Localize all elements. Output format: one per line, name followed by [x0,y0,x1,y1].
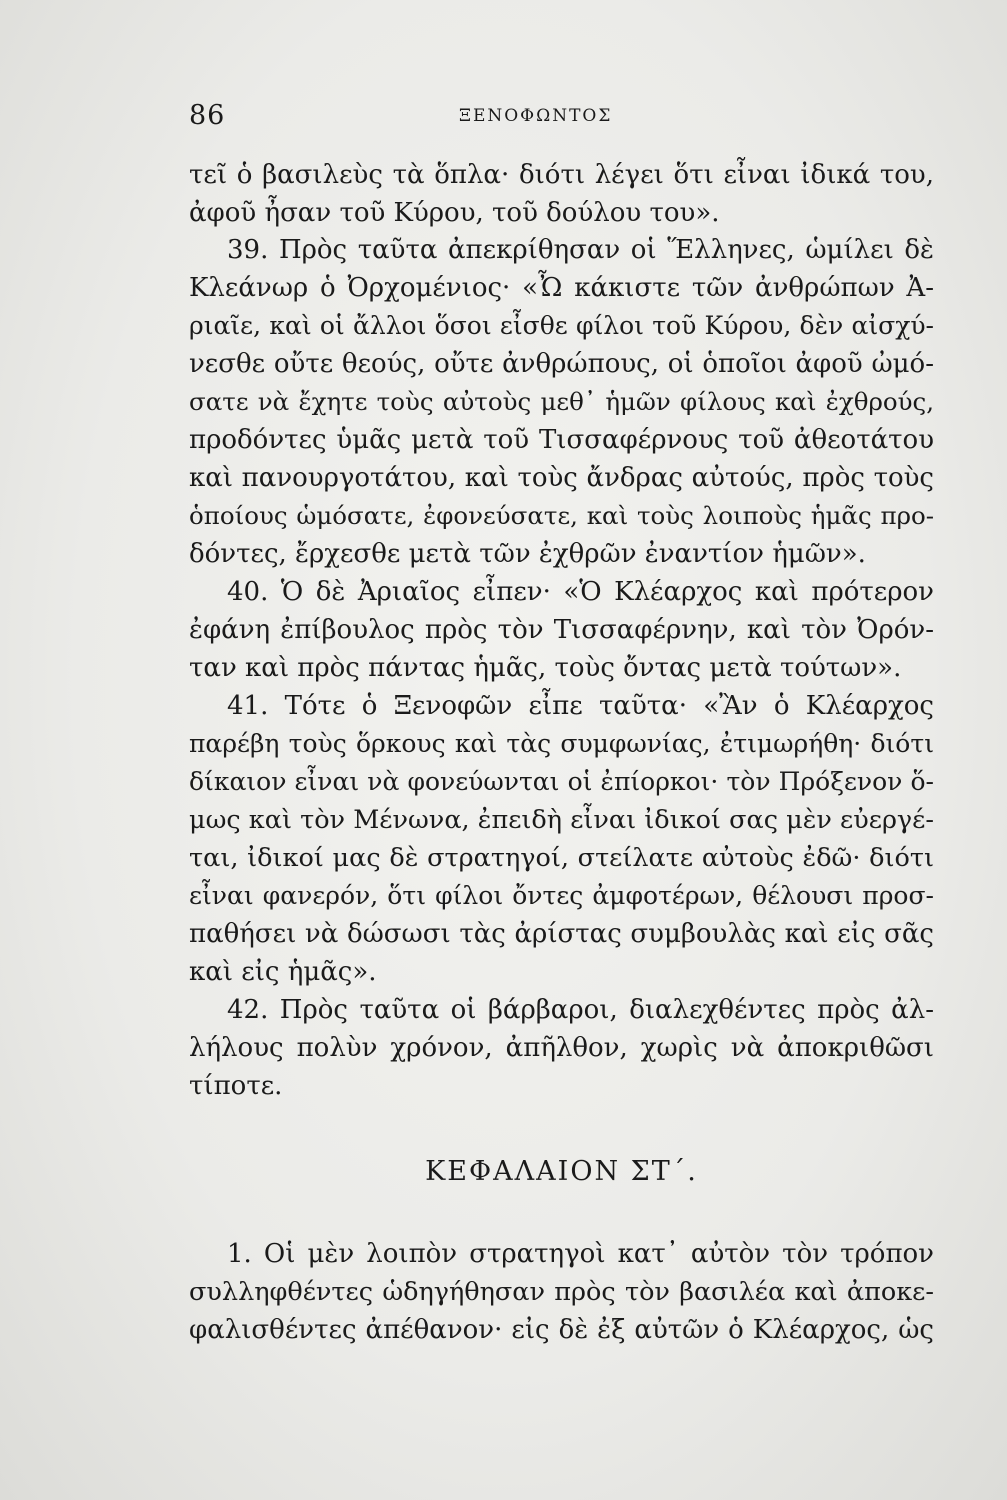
chapter-heading: ΚΕΦΑΛΑΙΟΝ ΣΤ΄. [425,1156,698,1187]
text-line: συλληφθέντες ὡδηγήθησαν πρὸς τὸν βασιλέα καὶ ἀποκε- [189,1277,934,1307]
text-line: Κλεάνωρ ὁ Ὀρχομένιος· «Ὦ κάκιστε τῶν ἀνθρώπων Ἀ- [189,273,934,303]
text-line: εἶναι φανερόν, ὅτι φίλοι ὄντες ἀμφοτέρων, θέλουσι προσ- [189,881,934,910]
text-line: καὶ εἰς ἡμᾶς». [189,957,377,987]
text-line: 40. Ὁ δὲ Ἀριαῖος εἶπεν· «Ὁ Κλέαρχος καὶ πρότερον [227,577,934,607]
text-line: καὶ πανουργοτάτου, καὶ τοὺς ἄνδρας αὐτούς, πρὸς τοὺς [189,463,934,493]
text-line: ὁποίους ὡμόσατε, ἐφονεύσατε, καὶ τοὺς λοιποὺς ἡμᾶς προ- [189,501,934,530]
text-line: δίκαιον εἶναι νὰ φονεύωνται οἱ ἐπίορκοι· τὸν Πρόξενον ὅ- [189,767,934,796]
text-line: σατε νὰ ἔχητε τοὺς αὐτοὺς μεθ᾽ ἡμῶν φίλους καὶ ἐχθρούς, [189,387,934,416]
text-line: προδόντες ὑμᾶς μετὰ τοῦ Τισσαφέρνους τοῦ ἀθεοτάτου [189,425,934,455]
running-title: ΞΕΝΟΦΩΝΤΟΣ [459,106,613,126]
text-line: ριαῖε, καὶ οἱ ἄλλοι ὅσοι εἶσθε φίλοι τοῦ Κύρου, δὲν αἰσχύ- [189,311,934,340]
text-line: νεσθε οὔτε θεούς, οὔτε ἀνθρώπους, οἱ ὁποῖοι ἀφοῦ ὠμό- [189,349,934,379]
text-line: φαλισθέντες ἀπέθανον· εἰς δὲ ἐξ αὐτῶν ὁ Κλέαρχος, ὡς [189,1315,934,1345]
text-line: 39. Πρὸς ταῦτα ἀπεκρίθησαν οἱ Ἕλληνες, ὡμίλει δὲ [227,235,934,265]
text-line: δόντες, ἔρχεσθε μετὰ τῶν ἐχθρῶν ἐναντίον ἡμῶν». [189,539,866,569]
text-line: ἀφοῦ ἦσαν τοῦ Κύρου, τοῦ δούλου του». [189,198,720,228]
text-line: ταν καὶ πρὸς πάντας ἡμᾶς, τοὺς ὄντας μετὰ τούτων». [189,653,902,683]
text-line: λήλους πολὺν χρόνον, ἀπῆλθον, χωρὶς νὰ ἀποκριθῶσι [189,1033,934,1063]
running-head [189,100,934,136]
page-number: 86 [189,100,226,131]
text-line: 42. Πρὸς ταῦτα οἱ βάρβαροι, διαλεχθέντες πρὸς ἀλ- [227,995,934,1025]
text-line: ται, ἰδικοί μας δὲ στρατηγοί, στείλατε αὐτοὺς ἐδῶ· διότι [189,843,934,873]
text-line: τεῖ ὁ βασιλεὺς τὰ ὅπλα· διότι λέγει ὅτι εἶναι ἰδικά του, [189,160,934,190]
text-line: παρέβη τοὺς ὅρκους καὶ τὰς συμφωνίας, ἐτιμωρήθη· διότι [189,729,934,758]
text-line: παθήσει νὰ δώσωσι τὰς ἀρίστας συμβουλὰς καὶ εἰς σᾶς [189,919,934,949]
text-line: 1. Οἱ μὲν λοιπὸν στρατηγοὶ κατ᾽ αὐτὸν τὸν τρόπον [227,1239,934,1269]
text-line: τίποτε. [189,1071,283,1101]
text-line: ἐφάνη ἐπίβουλος πρὸς τὸν Τισσαφέρνην, καὶ τὸν Ὀρόν- [189,615,934,645]
text-line: μως καὶ τὸν Μένωνα, ἐπειδὴ εἶναι ἰδικοί σας μὲν εὐεργέ- [189,805,934,835]
text-line: 41. Τότε ὁ Ξενοφῶν εἶπε ταῦτα· «Ἂν ὁ Κλέαρχος [227,691,934,721]
